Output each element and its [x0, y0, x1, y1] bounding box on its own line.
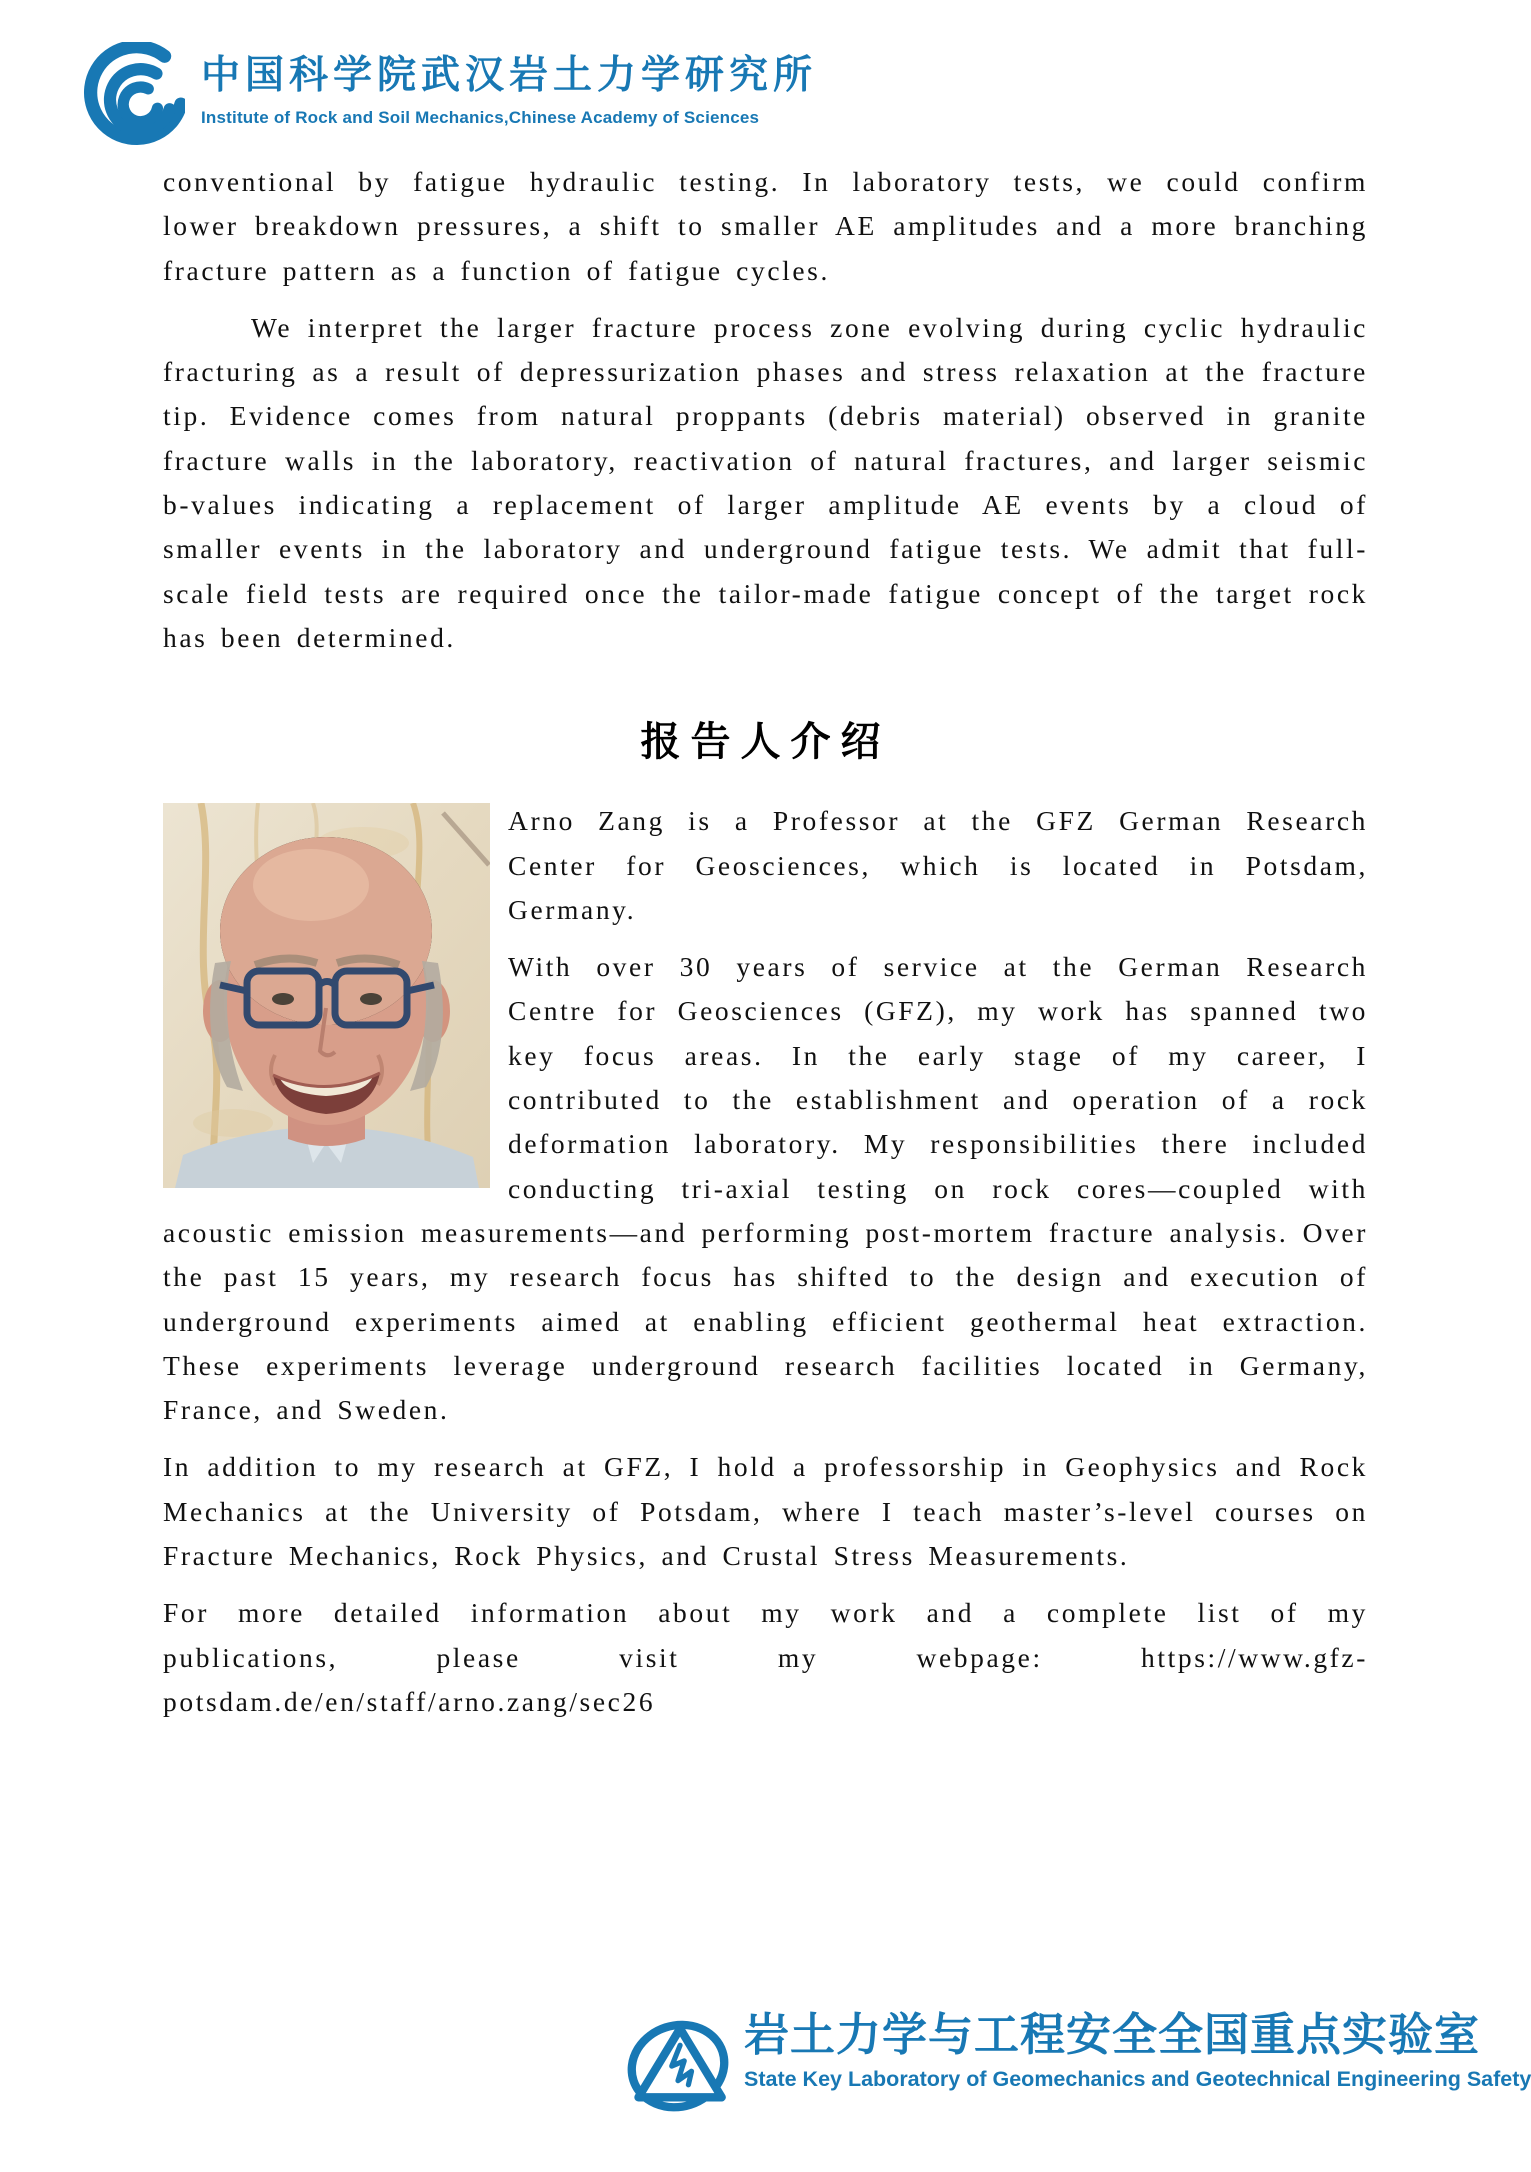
institute-subtitle-en: Institute of Rock and Soil Mechanics,Chinese Academy of Sciences	[201, 107, 760, 127]
bio-paragraph-2: With over 30 years of service at the German Research Centre for Geosciences (GFZ), my work has spanned two key focus areas. In the early stage of my career, I contributed to the establishment and operation of a rock deformation laboratory. My responsibilities there included conducting tri-axial testing on rock cores—coupled with acoustic emission measurements—and performing post-mortem fracture analysis. Over the past 15 years, my research focus has shifted to the design and execution of underground experiments aimed at enabling efficient geothermal heat extraction. These experiments leverage underground research facilities located in Germany, France, and Sweden.	[163, 951, 1368, 1426]
abstract-paragraph-1: conventional by fatigue hydraulic testing. In laboratory tests, we could confirm lower breakdown pressures, a shift to smaller AE amplitudes and a more branching fracture pattern as a function of fatigue cycles.	[163, 166, 1368, 286]
state-key-lab-footer	[626, 2010, 1531, 2118]
institute-header	[83, 42, 817, 150]
bio-paragraph-3: In addition to my research at GFZ, I hold a professorship in Geophysics and Rock Mechanics at the University of Potsdam, where I teach master’s-level courses on Fracture Mechanics, Rock Physics, and Crustal Stress Measurements.	[163, 1451, 1368, 1572]
speaker-photo	[163, 803, 490, 1188]
mountain-lab-icon	[626, 2010, 730, 2118]
document-body	[163, 160, 1368, 1724]
speaker-bio-section	[163, 799, 1368, 1724]
skl-title-cn: 岩土力学与工程安全全国重点实验室	[744, 2009, 1481, 2060]
institute-title-cn: 中国科学院武汉岩土力学研究所	[201, 54, 818, 97]
state-key-lab-text	[744, 2010, 1531, 2092]
abstract-paragraph-2: We interpret the larger fracture process zone evolving during cyclic hydraulic fracturing as a result of depressurization phases and stress relaxation at the fracture tip. Evidence comes from natural proppants (debris material) observed in granite fracture walls in the laboratory, reactivation of natural fractures, and larger seismic b-values indicating a replacement of larger amplitude AE events by a cloud of smaller events in the laboratory and underground fatigue tests. We admit that full-scale field tests are required once the tailor-made fatigue concept of the target rock has been determined.	[163, 311, 1368, 653]
bio-paragraph-1: Arno Zang is a Professor at the GFZ German Research Center for Geosciences, which is located in Potsdam, Germany.	[508, 805, 1368, 925]
bio-paragraph-4-webpage: For more detailed information about my work and a complete list of my publications, please visit my webpage: https://www.gfz-potsdam.de/en/staff/arno.zang/sec26	[163, 1597, 1368, 1717]
section-title-speaker-intro: 报告人介绍	[640, 720, 891, 765]
skl-subtitle-en: State Key Laboratory of Geomechanics and Geotechnical Engineering Safety	[744, 2066, 1531, 2091]
institute-header-text	[201, 42, 817, 128]
portrait-of-arno-zang	[163, 803, 490, 1188]
irsm-swirl-icon	[83, 42, 185, 150]
